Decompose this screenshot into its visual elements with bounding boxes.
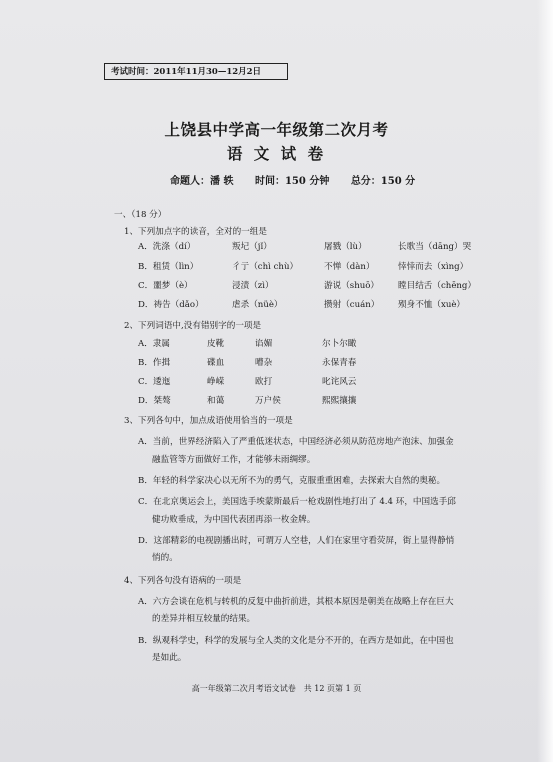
option-cell: D．桀骜 [138,396,171,406]
option-cell: 悻悻而去（xìng） [398,262,469,272]
option-line: B．纵观科学史，科学的发展与全人类的文化是分不开的，在西方是如此，在中国也 [138,636,454,646]
option-line: C．在北京奥运会上，美国选手埃蒙斯最后一枪戏剧性地打出了 4.4 环，中国选手邱 [138,497,456,507]
option-cell: 欧打 [255,377,273,387]
option-cell: 攒射（cuán） [324,300,380,310]
option-cell: 谄媚 [255,339,273,349]
option-line: B．年轻的科学家决心以无所不为的勇气，克服重重困难，去探索大自然的奥秘。 [138,476,446,486]
option-cell: 永保青春 [322,358,357,368]
total-score: 总分：150 分 [350,176,416,187]
option-cell: 长歌当（dāng）哭 [398,242,472,252]
option-cell: 彳亍（chì chù） [232,262,299,272]
exam-time-box: 考试时间：2011年11月30—12月2日 [104,63,288,80]
option-line: 健功败垂成，为中国代表团再添一枚金牌。 [152,515,316,525]
option-cell: 叱诧风云 [322,377,357,387]
page-footer: 高一年级第二次月考语文试卷 共 12 页第 1 页 [191,684,362,693]
option-cell: C．逶迤 [138,377,171,387]
option-cell: A．洗涤（dí） [138,242,196,252]
option-line: 悄的。 [152,553,178,563]
option-cell: D．祷告（dǎo） [138,300,204,310]
setter: 命题人：潘 轶 [170,176,234,187]
option-cell: 尔卜尔瞰 [322,339,357,349]
option-cell: 不惮（dàn） [324,262,375,272]
option-line: A．当前，世界经济陷入了严重低迷状态，中国经济必须从防范房地产泡沫、加强金 [138,437,454,447]
section-heading: 一、（18 分） [114,210,167,220]
option-cell: 虐杀（nüè） [232,300,283,310]
option-cell: 浸渍（zì） [232,281,274,291]
option-line: D．这部精彩的电视剧播出时，可谓万人空巷，人们在家里守看荧屏，街上显得静悄 [138,536,455,546]
option-line: 融监管等方面做好工作，才能够未雨绸缪。 [152,455,316,465]
question-stem: 4、下列各句没有语病的一项是 [124,576,242,586]
option-line: 的差异并相互较量的结果。 [152,614,256,624]
exam-title: 上饶县中学高一年级第二次月考 [164,120,389,139]
option-cell: A．隶属 [138,339,170,349]
option-cell: 游说（shuō） [324,281,380,291]
option-cell: 万户侯 [255,396,281,406]
option-cell: 和蔼 [207,396,225,406]
option-cell: 叛圮（jǐ） [232,242,272,252]
duration: 时间：150 分钟 [254,176,330,187]
option-cell: B．作揖 [138,358,171,368]
option-cell: 熙熙攘攘 [322,396,357,406]
question-stem: 1、下列加点字的读音，全对的一组是 [124,227,267,237]
option-cell: 屠戮（lù） [324,242,367,252]
option-cell: 峥嵘 [207,377,225,387]
option-line: A．六方会谈在危机与转机的反复中曲折前进，其根本原因是朝美在战略上存在巨大 [138,597,454,607]
option-cell: 碟血 [207,358,225,368]
option-cell: B．租赁（lìn） [138,262,199,272]
exam-meta [170,172,433,187]
option-cell: 殒身不恤（xuè） [398,300,466,310]
option-cell: C．噩梦（è） [138,281,193,291]
option-cell: 嘈杂 [255,358,273,368]
question-stem: 3、下列各句中，加点成语使用恰当的一项是 [124,416,293,426]
option-line: 是如此。 [152,653,187,663]
option-cell: 皮靴 [207,339,225,349]
question-stem: 2、下列词语中,没有错别字的一项是 [124,321,262,331]
subject-title: 语 文 试 卷 [226,144,327,163]
option-cell: 瞠目结舌（chēng） [398,281,477,291]
